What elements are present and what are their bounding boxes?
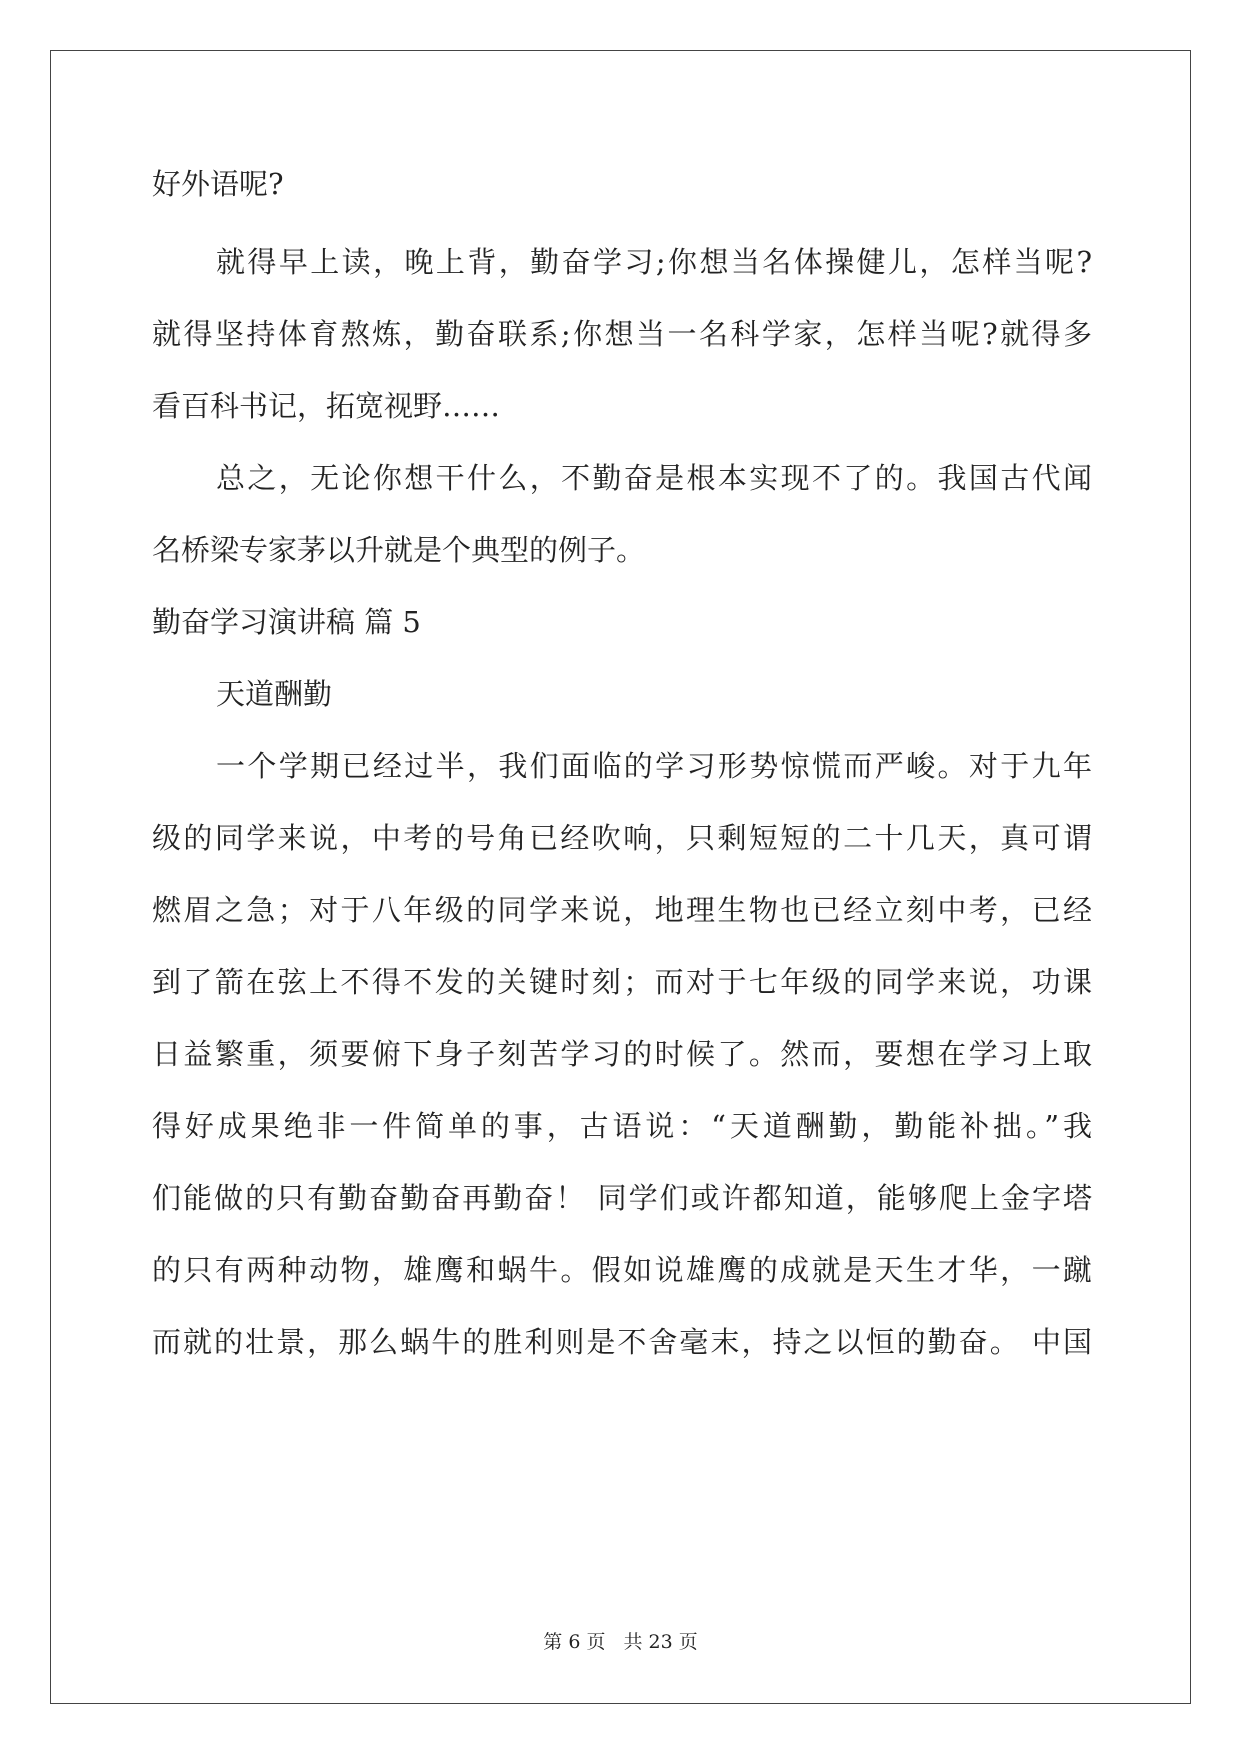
text-line: 燃眉之急；对于八年级的同学来说，地理生物也已经立刻中考，已经 xyxy=(152,893,1092,927)
text-line: 一个学期已经过半，我们面临的学习形势惊慌而严峻。对于九年 xyxy=(216,749,1092,783)
text-line: 就得早上读，晚上背，勤奋学习;你想当名体操健儿，怎样当呢? xyxy=(216,245,1092,279)
text-line: 的只有两种动物，雄鹰和蜗牛。假如说雄鹰的成就是天生才华，一蹴 xyxy=(152,1253,1092,1287)
page-number-total: 共 23 页 xyxy=(623,1631,698,1653)
text-line: 好外语呢? xyxy=(152,167,284,201)
text-line: 到了箭在弦上不得不发的关键时刻；而对于七年级的同学来说，功课 xyxy=(152,965,1092,999)
text-line: 日益繁重，须要俯下身子刻苦学习的时候了。然而，要想在学习上取 xyxy=(152,1037,1092,1071)
page-number-current: 第 6 页 xyxy=(543,1631,606,1653)
text-line: 看百科书记，拓宽视野…… xyxy=(152,389,501,423)
text-line: 名桥梁专家茅以升就是个典型的例子。 xyxy=(152,533,646,567)
text-line: 级的同学来说，中考的号角已经吹响，只剩短短的二十几天，真可谓 xyxy=(152,821,1092,855)
section-subtitle: 天道酬勤 xyxy=(216,677,333,711)
page-border xyxy=(50,50,1191,1704)
text-line: 总之，无论你想干什么，不勤奋是根本实现不了的。我国古代闻 xyxy=(216,461,1092,495)
text-line: 而就的壮景，那么蜗牛的胜利则是不舍毫末，持之以恒的勤奋。 中国 xyxy=(152,1325,1092,1359)
section-heading: 勤奋学习演讲稿 篇 5 xyxy=(152,605,421,639)
text-line: 们能做的只有勤奋勤奋再勤奋！ 同学们或许都知道，能够爬上金字塔 xyxy=(152,1181,1092,1215)
page-footer xyxy=(0,1630,1241,1654)
text-line: 得好成果绝非一件简单的事，古语说：“天道酬勤，勤能补拙。”我 xyxy=(152,1109,1092,1143)
text-line: 就得坚持体育熬炼，勤奋联系;你想当一名科学家，怎样当呢?就得多 xyxy=(152,317,1092,351)
